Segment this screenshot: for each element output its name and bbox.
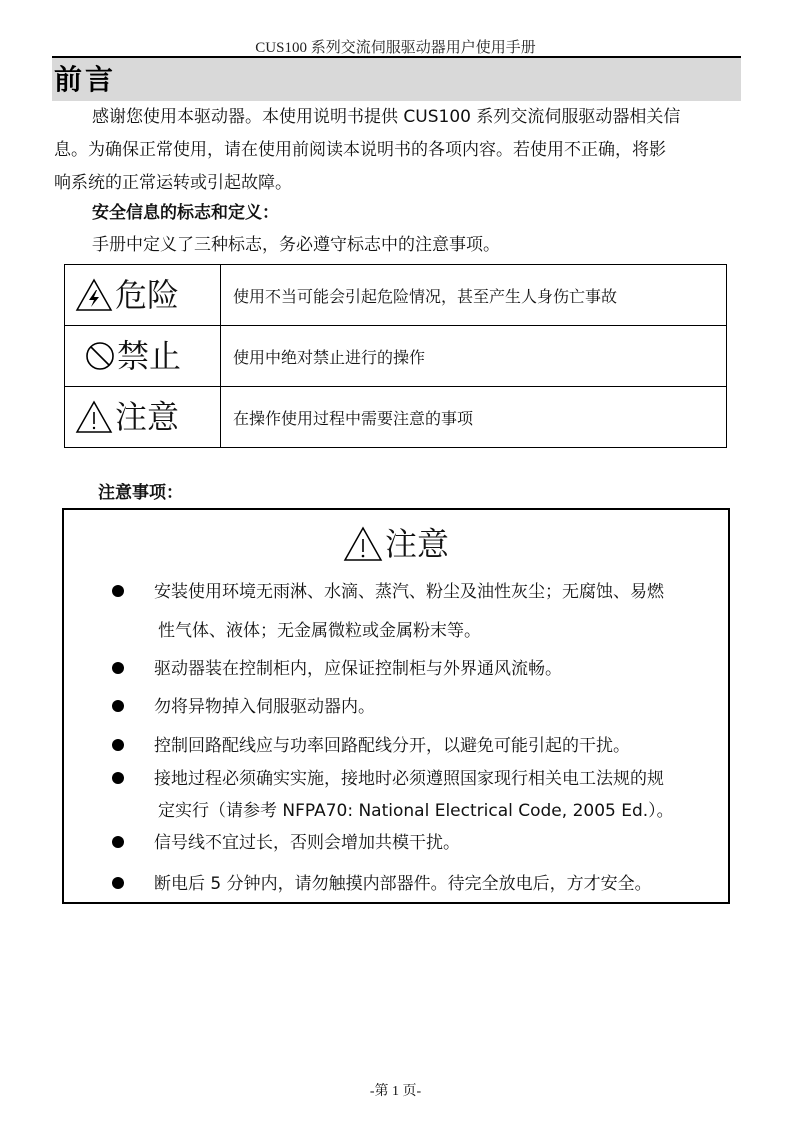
section-title-bar (52, 58, 741, 101)
sign-cell (65, 326, 221, 387)
note-item-5-line-1: 接地过程必须确实实施，接地时必须遵照国家现行相关电工法规的规 (154, 769, 664, 789)
sign-definition: 在操作使用过程中需要注意的事项 (221, 387, 727, 448)
intro-line-3: 响系统的正常运转或引起故障。 (54, 173, 292, 193)
table-row (65, 387, 727, 448)
note-item-1-line-1: 安装使用环境无雨淋、水滴、蒸汽、粉尘及油性灰尘；无腐蚀、易燃 (154, 582, 664, 602)
caution-notes-box (62, 508, 730, 904)
note-item-1-line-2: 性气体、液体；无金属微粒或金属粉末等。 (158, 621, 481, 641)
sign-cell (65, 387, 221, 448)
sign-definition: 使用不当可能会引起危险情况，甚至产生人身伤亡事故 (221, 265, 727, 326)
safety-heading: 安全信息的标志和定义： (92, 203, 279, 223)
notes-heading: 注意事项： (98, 483, 183, 503)
danger-icon (75, 278, 113, 312)
sign-label: 禁止 (117, 337, 182, 375)
bullet-icon (112, 700, 124, 712)
sign-cell (65, 265, 221, 326)
section-title: 前言 (54, 63, 117, 96)
note-item-2: 驱动器装在控制柜内，应保证控制柜与外界通风流畅。 (154, 659, 562, 679)
caution-icon (343, 526, 383, 562)
bullet-icon (112, 877, 124, 889)
intro-line-1: 感谢您使用本驱动器。本使用说明书提供 CUS100 系列交流伺服驱动器相关信 (92, 107, 681, 127)
bullet-icon (112, 772, 124, 784)
bullet-icon (112, 739, 124, 751)
bullet-icon (112, 662, 124, 674)
caution-box-title (64, 524, 728, 564)
caution-icon (75, 400, 113, 434)
bullet-icon (112, 585, 124, 597)
note-item-5-line-2: 定实行（请参考 NFPA70: National Electrical Code, 2005 Ed.）。 (158, 801, 674, 821)
intro-line-2: 息。为确保正常使用，请在使用前阅读本说明书的各项内容。若使用不正确，将影 (54, 140, 666, 160)
safety-signs-table (64, 264, 727, 448)
note-item-4: 控制回路配线应与功率回路配线分开，以避免可能引起的干扰。 (154, 736, 630, 756)
sign-definition: 使用中绝对禁止进行的操作 (221, 326, 727, 387)
running-header: CUS100 系列交流伺服驱动器用户使用手册 (255, 40, 536, 56)
safety-description: 手册中定义了三种标志，务必遵守标志中的注意事项。 (92, 235, 500, 255)
bullet-icon (112, 836, 124, 848)
caution-box-label: 注意 (384, 525, 449, 563)
sign-label: 危险 (115, 276, 180, 314)
page-number: -第 1 页- (369, 1084, 422, 1099)
note-item-6: 信号线不宜过长，否则会增加共模干扰。 (154, 833, 460, 853)
note-item-7: 断电后 5 分钟内，请勿触摸内部器件。待完全放电后，方才安全。 (154, 874, 652, 894)
table-row (65, 326, 727, 387)
note-item-3: 勿将异物掉入伺服驱动器内。 (154, 697, 375, 717)
table-row (65, 265, 727, 326)
prohibit-icon (85, 341, 115, 371)
sign-label: 注意 (115, 398, 180, 436)
